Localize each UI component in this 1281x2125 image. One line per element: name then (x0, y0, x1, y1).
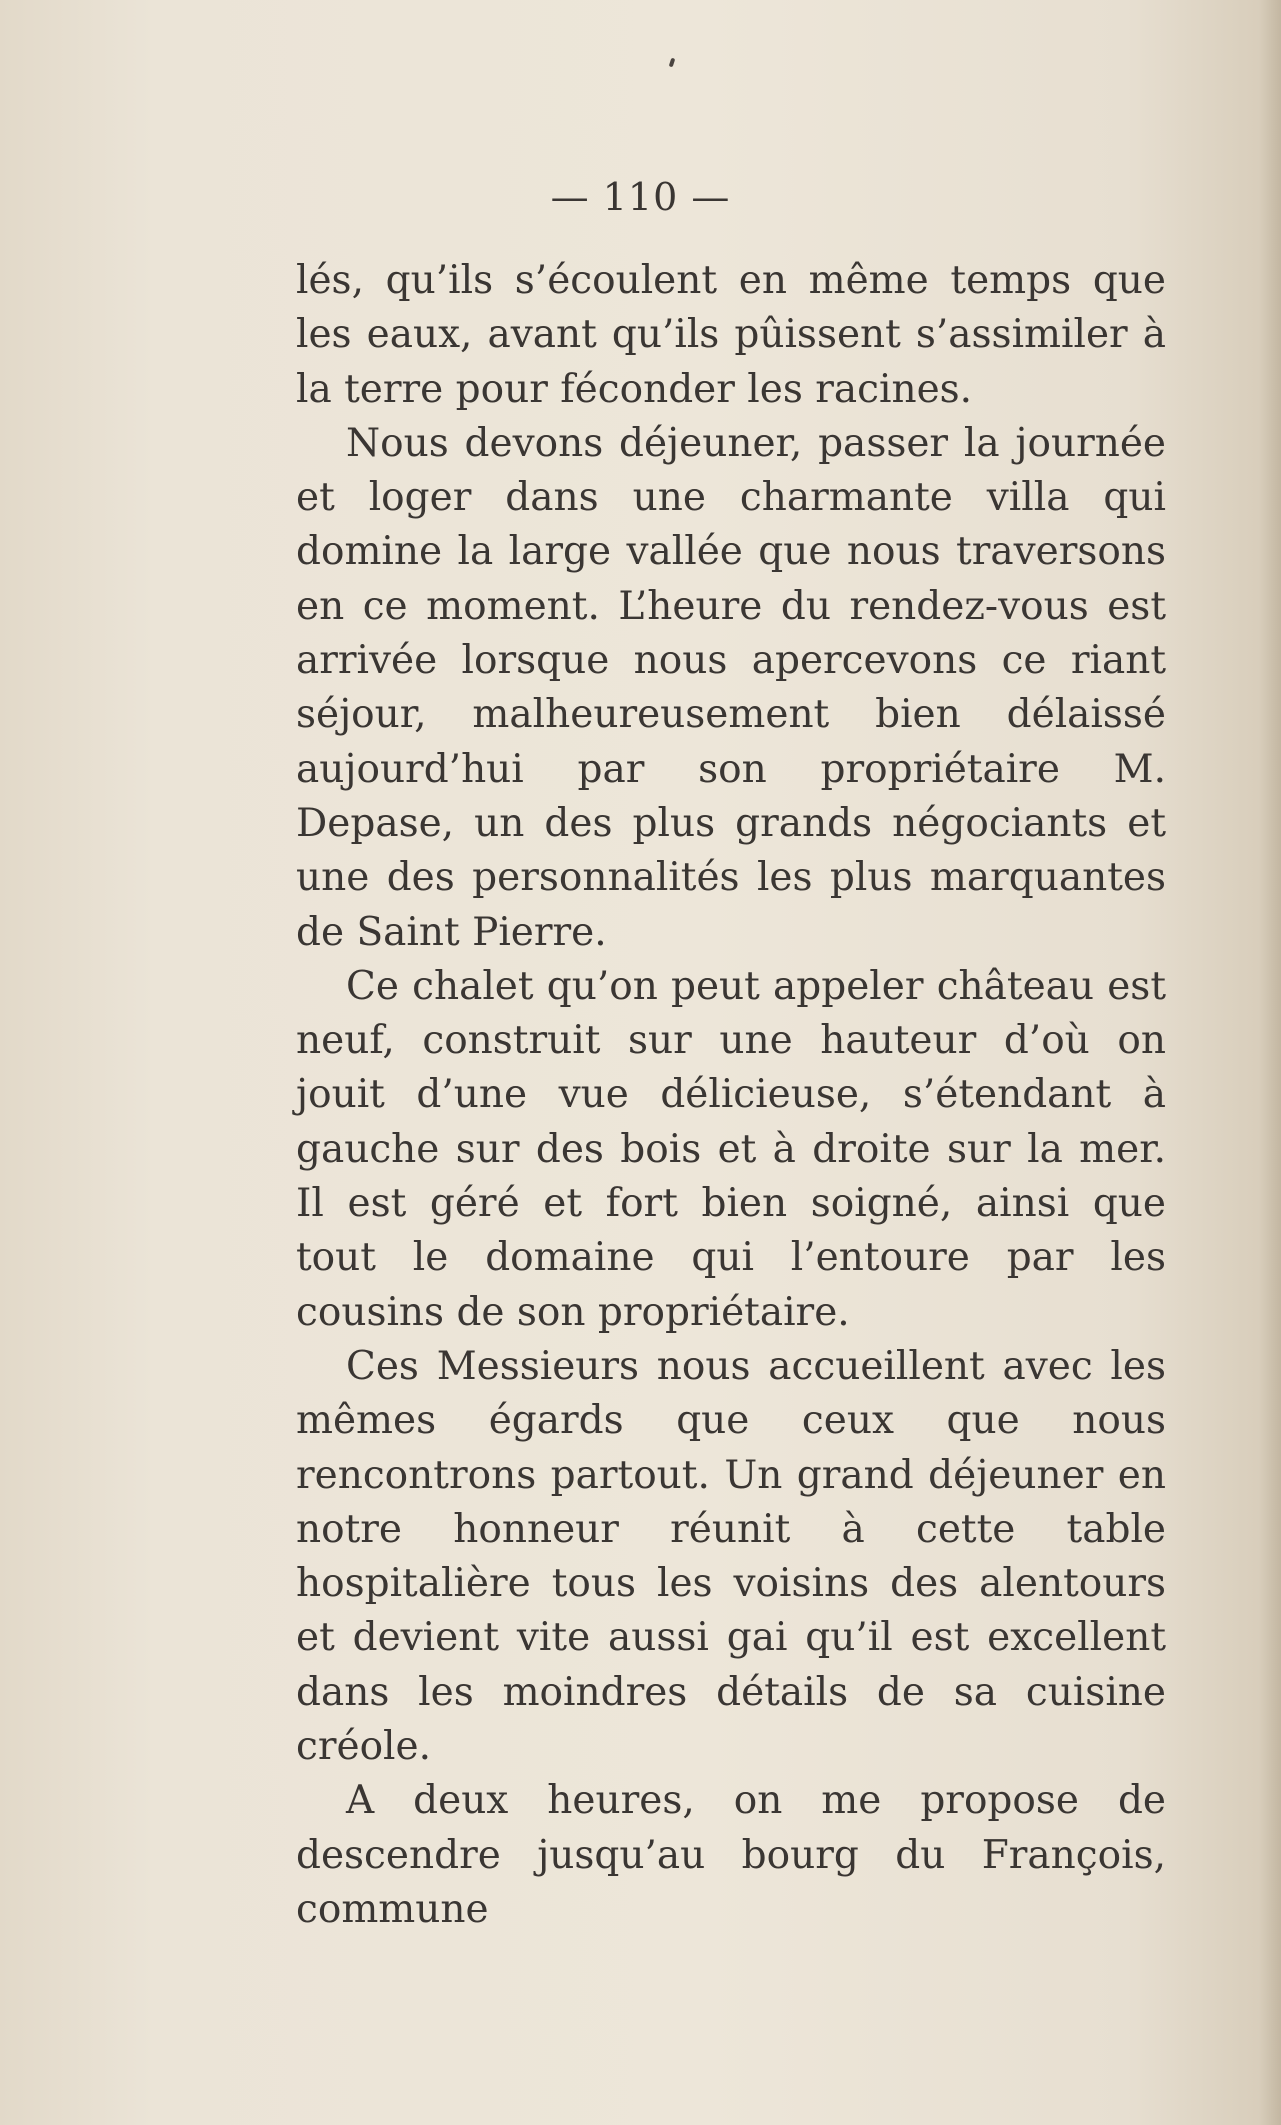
paragraph: Ces Messieurs nous accueillent avec les mêmes égards que ceux que nous rencontrons partout. Un grand déjeuner en notre honneur réunit à cette table hospitalière tous les voisins des alentours et devient vite aussi gai qu’il est excellent dans les moindres détails de sa cuisine créole. (296, 1343, 1166, 1770)
page-edge-shadow (1259, 0, 1281, 2125)
ink-speck (669, 58, 676, 68)
paragraph-continued: lés, qu’ils s’écoulent en même temps que les eaux, avant qu’ils pûissent s’assimiler à la terre pour féconder les racines. (296, 258, 1166, 412)
body-text (296, 254, 1166, 1937)
paragraph: Ce chalet qu’on peut appeler château est neuf, construit sur une hauteur d’où on jouit d’une vue délicieuse, s’étendant à gauche sur des bois et à droite sur la mer. Il est géré et fort bien soigné, ainsi que tout le domaine qui l’entoure par les cousins de son propriétaire. (296, 963, 1166, 1335)
paragraph: A deux heures, on me propose de descendre jusqu’au bourg du François, commune (296, 1778, 1166, 1932)
page-number: — 110 — (550, 175, 731, 219)
paragraph: Nous devons déjeuner, passer la journée et loger dans une charmante villa qui domine la large vallée que nous traversons en ce moment. L’heure du rendez-vous est arrivée lorsque nous apercevons ce riant séjour, malheureusement bien délaissé aujourd’hui par son propriétaire M. Depase, un des plus grands négociants et une des personnalités les plus marquantes de Saint Pierre. (296, 420, 1166, 955)
